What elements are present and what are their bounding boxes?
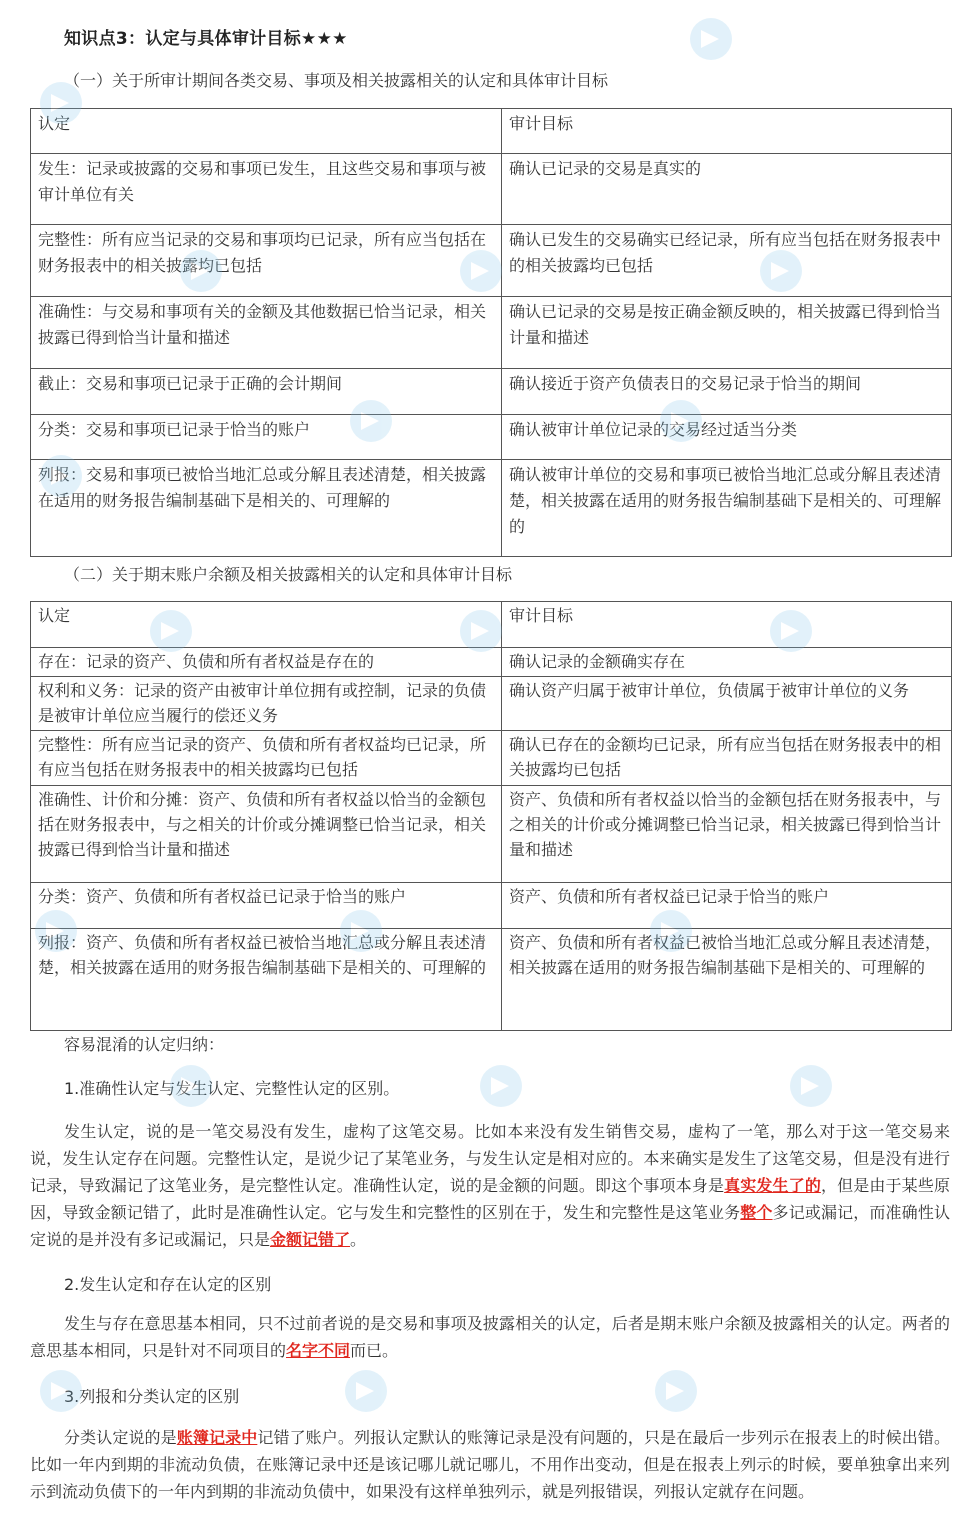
table-row [31,369,952,415]
table-row [31,731,952,786]
table-cell: 确认已记录的交易是按正确金额反映的，相关披露已得到恰当计量和描述 [502,297,952,369]
highlight-text: 金额记错了 [270,1230,351,1249]
point-heading: 3.列报和分类认定的区别 [64,1387,240,1406]
watermark-logo [480,1065,522,1107]
table-cell: 确认已存在的金额均已记录，所有应当包括在财务报表中的相关披露均已包括 [502,731,952,786]
table-cell: 分类：资产、负债和所有者权益已记录于恰当的账户 [31,883,502,929]
table-cell: 存在：记录的资产、负债和所有者权益是存在的 [31,648,502,677]
table-cell: 准确性：与交易和事项有关的金额及其他数据已恰当记录，相关披露已得到恰当计量和描述 [31,297,502,369]
paragraph-text: 而已。 [350,1341,399,1360]
play-logo-icon [790,1065,832,1107]
table-cell: 确认资产归属于被审计单位，负债属于被审计单位的义务 [502,677,952,731]
section2-table [30,601,952,1031]
table-cell: 完整性：所有应当记录的资产、负债和所有者权益均已记录，所有应当包括在财务报表中的相关披露均已包括 [31,731,502,786]
table-row [31,460,952,557]
play-logo-icon [690,18,732,60]
header-cell: 审计目标 [502,602,952,648]
table-cell: 完整性：所有应当记录的交易和事项均已记录，所有应当包括在财务报表中的相关披露均已包括 [31,225,502,297]
point-paragraph [30,1424,950,1505]
table-row [31,677,952,731]
table-header-row [31,109,952,154]
table-cell: 列报：资产、负债和所有者权益已被恰当地汇总或分解且表述清楚，相关披露在适用的财务报告编制基础下是相关的、可理解的 [31,929,502,1031]
table-cell: 权利和义务：记录的资产由被审计单位拥有或控制，记录的负债是被审计单位应当履行的偿还义务 [31,677,502,731]
play-logo-icon [345,1370,387,1412]
play-logo-icon [655,1370,697,1412]
header-cell: 审计目标 [502,109,952,154]
page-title: 知识点3：认定与具体审计目标★★★ [64,29,348,49]
table-cell: 确认已记录的交易是真实的 [502,154,952,225]
highlight-text: 账簿记录中 [176,1428,258,1447]
table-cell: 发生：记录或披露的交易和事项已发生，且这些交易和事项与被审计单位有关 [31,154,502,225]
section1-table [30,108,952,557]
watermark-logo [790,1065,832,1107]
table-cell: 分类：交易和事项已记录于恰当的账户 [31,415,502,460]
paragraph-text: 发生与存在意思基本相同，只不过前者说的是交易和事项及披露相关的认定，后者是期末账户余额及披露相关的认定。两者的意思基本相同，只是针对不同项目的 [30,1314,950,1360]
table-row [31,225,952,297]
table-cell: 确认已发生的交易确实已经记录，所有应当包括在财务报表中的相关披露均已包括 [502,225,952,297]
highlight-text: 真实发生了的 [724,1176,821,1195]
point-paragraph [30,1310,950,1364]
section2-heading: （二）关于期末账户余额及相关披露相关的认定和具体审计目标 [64,565,513,584]
paragraph-text: 多记或漏记，而准确性认定说的是并没有多记或漏记，只是 [30,1203,950,1249]
table-cell: 截止：交易和事项已记录于正确的会计期间 [31,369,502,415]
table-row [31,415,952,460]
table-row [31,297,952,369]
point-paragraph [30,1118,950,1253]
paragraph-text: 记错了账户。列报认定默认的账簿记录是没有问题的，只是在最后一步列示在报表上的时候出错。比如一年内到期的非流动负债，在账簿记录中还是该记哪儿就记哪儿，不用作出变动，但是在报表上列示的时候，要单独拿出来列示到流动负债下的一年内到期的非流动负债中，如果没有这样单独列示，就是列报错误，列报认定就存在问题。 [30,1428,950,1501]
header-cell: 认定 [31,109,502,154]
paragraph-text: 发生认定，说的是一笔交易没有发生，虚构了这笔交易。比如本来没有发生销售交易，虚构了一笔，那么对于这一笔交易来说，发生认定存在问题。完整性认定，是说少记了某笔业务，与发生认定是相对应的。本来确实是发生了这笔交易，但是没有进行记录，导致漏记了这笔业务，是完整性认定。准确性认定，说的是金额的问题。即这个事项本身是 [30,1122,950,1195]
paragraph-text: 。 [350,1230,367,1249]
point-heading: 1.准确性认定与发生认定、完整性认定的区别。 [64,1079,400,1098]
table-row [31,154,952,225]
table-cell: 准确性、计价和分摊：资产、负债和所有者权益以恰当的金额包括在财务报表中，与之相关的计价或分摊调整已恰当记录，相关披露已得到恰当计量和描述 [31,786,502,883]
table-cell: 确认记录的金额确实存在 [502,648,952,677]
table-cell: 资产、负债和所有者权益以恰当的金额包括在财务报表中，与之相关的计价或分摊调整已恰当记录，相关披露已得到恰当计量和描述 [502,786,952,883]
watermark-logo [655,1370,697,1412]
paragraph-text: 分类认定说的是 [64,1428,177,1447]
summary-label: 容易混淆的认定归纳： [64,1035,225,1054]
section1-heading: （一）关于所审计期间各类交易、事项及相关披露相关的认定和具体审计目标 [64,71,609,90]
paragraph-text: ，但是由于某些原因，导致金额记错了，此时是准确性认定。它与发生和完整性的区别在于，发生和完整性是这笔业务 [30,1176,950,1222]
highlight-text: 名字不同 [286,1341,351,1360]
table-cell: 列报：交易和事项已被恰当地汇总或分解且表述清楚，相关披露在适用的财务报告编制基础下是相关的、可理解的 [31,460,502,557]
highlight-text: 整个 [740,1203,773,1222]
table-row [31,883,952,929]
table-row [31,786,952,883]
watermark-logo [345,1370,387,1412]
watermark-logo [690,18,732,60]
table-row [31,929,952,1031]
table-row [31,648,952,677]
table-cell: 确认被审计单位的交易和事项已被恰当地汇总或分解且表述清楚，相关披露在适用的财务报告编制基础下是相关的、可理解的 [502,460,952,557]
table-cell: 确认被审计单位记录的交易经过适当分类 [502,415,952,460]
point-heading: 2.发生认定和存在认定的区别 [64,1275,272,1294]
table-cell: 资产、负债和所有者权益已被恰当地汇总或分解且表述清楚，相关披露在适用的财务报告编制基础下是相关的、可理解的 [502,929,952,1031]
header-cell: 认定 [31,602,502,648]
table-cell: 资产、负债和所有者权益已记录于恰当的账户 [502,883,952,929]
table-header-row [31,602,952,648]
play-logo-icon [480,1065,522,1107]
table-cell: 确认接近于资产负债表日的交易记录于恰当的期间 [502,369,952,415]
